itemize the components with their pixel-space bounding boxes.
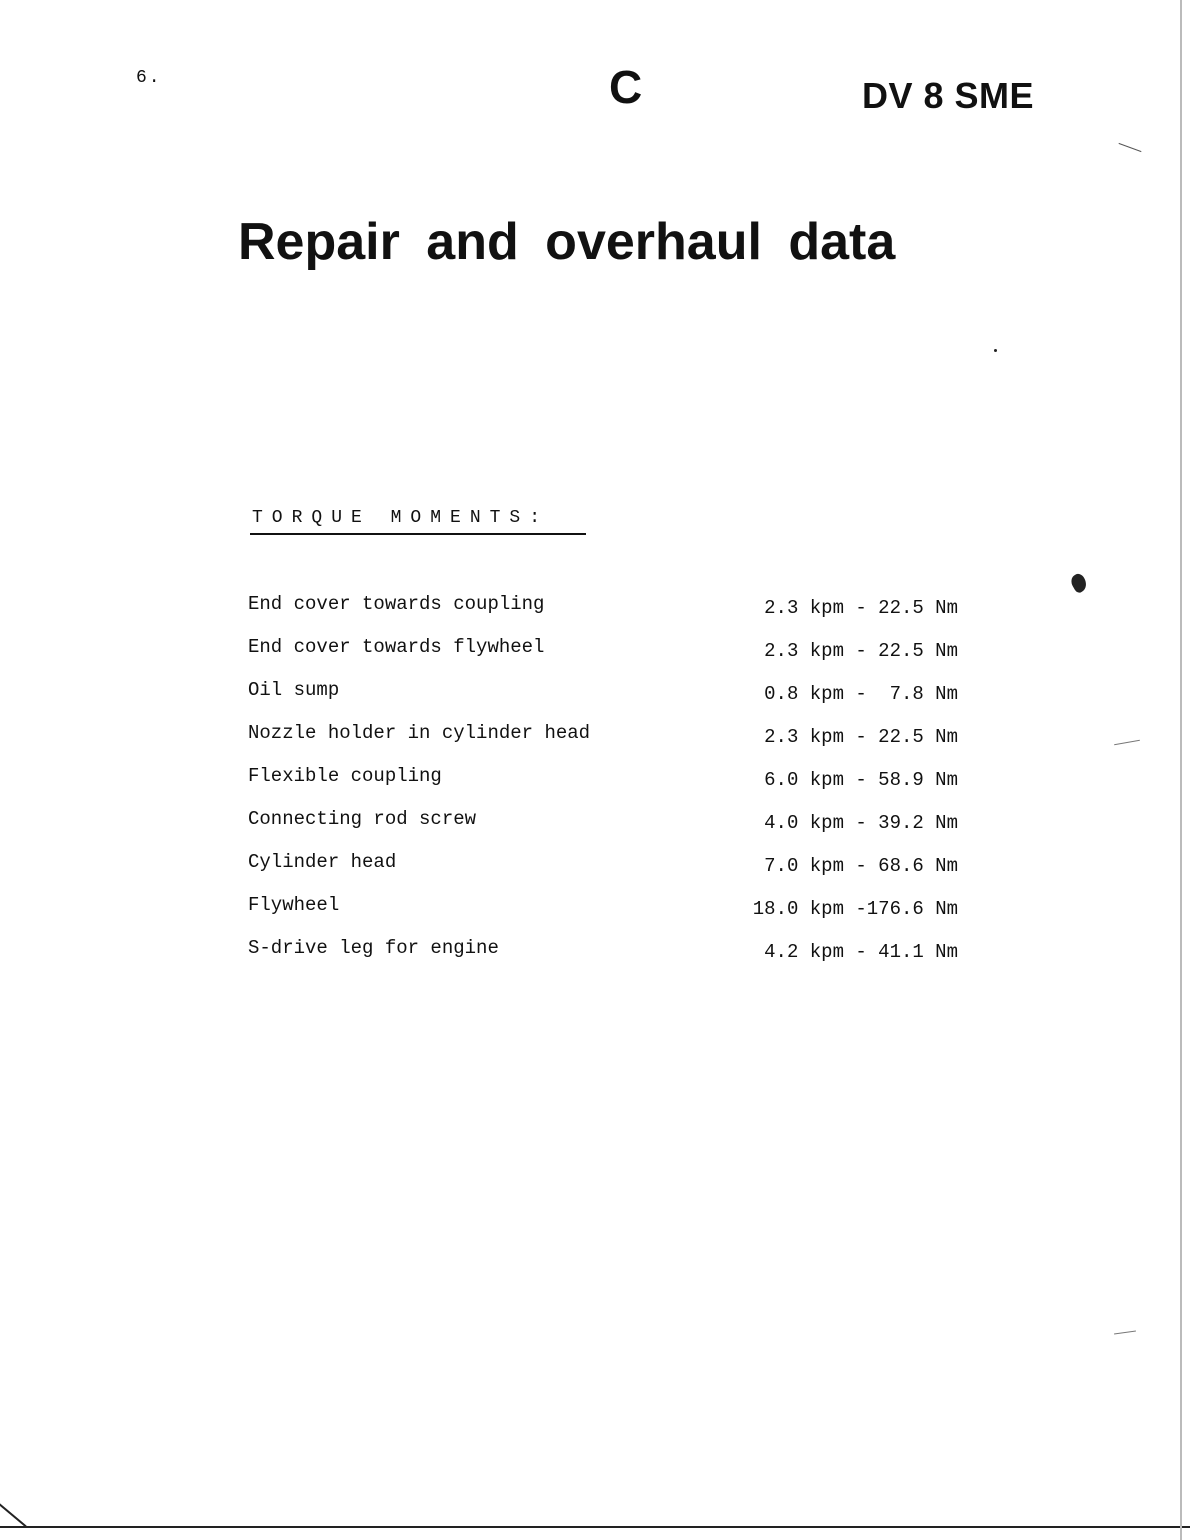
torque-value: 2.3 kpm - 22.5 Nm — [764, 640, 958, 662]
torque-row — [248, 678, 968, 721]
torque-value: 7.0 kpm - 68.6 Nm — [764, 855, 958, 877]
model-code: DV 8 SME — [862, 75, 1035, 116]
page-number: 6. — [136, 68, 162, 88]
torque-label: Oil sump — [248, 679, 340, 701]
torque-row — [248, 635, 968, 678]
torque-value: 0.8 kpm - 7.8 Nm — [764, 683, 958, 705]
torque-value: 4.0 kpm - 39.2 Nm — [764, 812, 958, 834]
torque-value: 2.3 kpm - 22.5 Nm — [764, 726, 958, 748]
torque-value: 18.0 kpm -176.6 Nm — [752, 898, 958, 920]
heading-underline — [250, 533, 586, 535]
scan-speck — [1068, 572, 1089, 595]
torque-row — [248, 807, 968, 850]
torque-value: 2.3 kpm - 22.5 Nm — [764, 597, 958, 619]
torque-label: Flexible coupling — [248, 765, 442, 787]
torque-label: End cover towards coupling — [248, 593, 545, 615]
torque-section-heading: TORQUE MOMENTS: — [252, 508, 550, 528]
torque-row — [248, 764, 968, 807]
scan-speck — [994, 349, 997, 352]
torque-value: 4.2 kpm - 41.1 Nm — [764, 941, 958, 963]
torque-label: Cylinder head — [248, 851, 397, 873]
torque-row — [248, 592, 968, 635]
page-bottom-edge — [0, 1526, 1190, 1528]
scan-speck — [1114, 1330, 1136, 1334]
page-right-edge — [1180, 0, 1182, 1540]
torque-list — [248, 592, 968, 979]
section-letter: C — [609, 61, 643, 113]
page-title: Repair and overhaul data — [238, 213, 896, 271]
scan-speck — [1114, 740, 1140, 745]
torque-row — [248, 936, 968, 979]
torque-label: S-drive leg for engine — [248, 937, 499, 959]
torque-row — [248, 850, 968, 893]
torque-label: Connecting rod screw — [248, 808, 477, 830]
torque-label: Flywheel — [248, 894, 340, 916]
scan-edge-stroke — [0, 1500, 27, 1527]
torque-value: 6.0 kpm - 58.9 Nm — [764, 769, 958, 791]
torque-row — [248, 721, 968, 764]
scan-speck — [1119, 143, 1142, 152]
torque-label: Nozzle holder in cylinder head — [248, 722, 591, 744]
torque-label: End cover towards flywheel — [248, 636, 545, 658]
torque-row — [248, 893, 968, 936]
